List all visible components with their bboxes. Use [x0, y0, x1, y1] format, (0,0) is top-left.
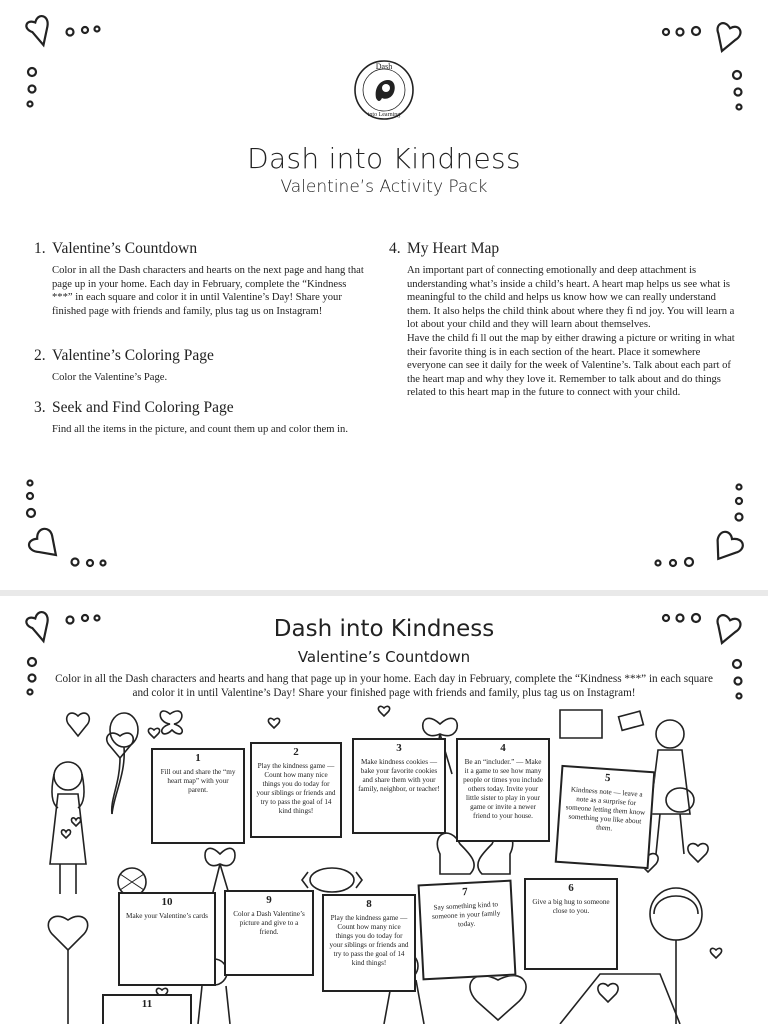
countdown-intro: Color in all the Dash characters and hearts and hang that page up in your home. Each day in February, complete the “Kindness ***” in each square and color it in until Valentine’s Day! Share your finished page with friends and family, plus tag us on Instagram! [55, 673, 713, 699]
circle-icon [736, 514, 743, 521]
heart-icon [148, 728, 159, 738]
circle-icon [737, 105, 742, 110]
card-number: 9 [266, 894, 272, 906]
card-number: 2 [293, 746, 299, 758]
circle-icon [737, 694, 742, 699]
section-body: Color the Valentine’s Page. [52, 372, 168, 383]
circle-icon [692, 27, 700, 35]
circle-icon [737, 485, 742, 490]
countdown-card-11 [102, 994, 192, 1024]
circle-icon [28, 481, 33, 486]
section-body: An important part of connecting emotionally and deep attachment is understanding what’s inside a child’s heart. A heart map helps us see what is meaningful to the child and helps us know how we can really understand them. It also helps the child think about where they fi nd joy. You will learn a lot about your child and they will learn about themselves. Have the child fi ll out the map by either drawing a picture or writing in what their favorite thing is in each section of the heart. Place it somewhere everyone can see it daily for the week of Valentine’s. Talk about each part of the heart map and why they love it. Remember to talk about and do things related to this heart map in the future to connect with your child. [407, 265, 735, 399]
card-text: Play the kindness game — Count how many nice things you do today for your siblings or friends and try to pass the goal of 14 kind things! [329, 914, 409, 967]
lollipop-icon [650, 888, 702, 1024]
card-number: 3 [396, 742, 402, 754]
heart-icon [709, 529, 746, 566]
heart-icon [710, 948, 721, 958]
card-text: Kindness note — leave a note as a surprise for someone letting them know something you like about them. [565, 785, 646, 833]
section-body: Find all the items in the picture, and count them up and color them in. [52, 424, 348, 435]
circle-icon [28, 68, 36, 76]
circle-icon [67, 29, 74, 36]
countdown-card-5 [555, 765, 656, 869]
house-icon [560, 974, 680, 1024]
countdown-card-6 [524, 878, 618, 970]
circle-icon [95, 27, 100, 32]
countdown-illustration [40, 704, 728, 1024]
heart-icon [712, 22, 742, 54]
card-number: 4 [500, 742, 506, 754]
section-title: Seek and Find Coloring Page [52, 399, 234, 416]
heart-icon [71, 818, 80, 826]
countdown-title: Dash into Kindness [273, 616, 495, 642]
countdown-subtitle: Valentine’s Countdown [297, 648, 471, 666]
circle-icon [656, 561, 661, 566]
lollipop-icon [48, 916, 87, 1024]
balloon-icon [110, 713, 138, 747]
card-text: Say something kind to someone in your family today. [431, 900, 501, 929]
card-number: 5 [604, 771, 611, 785]
page-title: Dash into Kindness [247, 142, 521, 175]
section-heading [34, 399, 368, 417]
circle-icon [101, 561, 106, 566]
heart-icon [268, 718, 279, 728]
circle-icon [27, 493, 33, 499]
section-heart-map [389, 240, 737, 400]
cake-icon [560, 710, 602, 738]
heart-icon [598, 984, 618, 1002]
dash-into-learning-logo [352, 58, 416, 122]
card-text: Play the kindness game — Count how many nice things you do today for your siblings or friends and try to pass the goal of 14 kind things! [256, 762, 336, 815]
heart-icon [25, 15, 55, 49]
section-body: Color in all the Dash characters and hearts on the next page and hang that page up in your home. Each day in February, complete the “Kindness ***” in each square and color it in until Valentine’s Day! Share your finished page with friends and family, plus tag us on Instagram! [52, 265, 364, 317]
section-heading [34, 347, 368, 365]
heart-icon [470, 976, 526, 1020]
card-number: 11 [141, 998, 153, 1010]
circle-icon [735, 678, 742, 685]
card-number: 7 [461, 885, 469, 899]
countdown-card-7 [418, 880, 517, 981]
circle-icon [87, 560, 93, 566]
countdown-card-1 [151, 748, 245, 844]
card-text: Give a big hug to someone close to you. [532, 898, 610, 915]
circle-icon [733, 71, 741, 79]
card-number: 10 [161, 896, 173, 908]
card-text: Be an “includer.” — Make it a game to see how many people or times you include others today. Invite your little sister to play in your game or invite a newer friend to your house. [463, 758, 543, 820]
section-number: 1. [34, 240, 46, 257]
section-coloring-page [34, 347, 368, 385]
heart-icon [61, 830, 70, 838]
card-text: Fill out and share the “my heart map” with your parent. [160, 768, 236, 794]
section-number: 2. [34, 347, 46, 364]
countdown-card-4 [456, 738, 550, 842]
girl-character [50, 762, 86, 894]
countdown-card-10 [118, 892, 216, 986]
page-subtitle: Valentine’s Activity Pack [280, 177, 488, 197]
circle-icon [670, 560, 676, 566]
circle-icon [82, 27, 88, 33]
circle-icon [29, 675, 36, 682]
heart-icon [25, 526, 63, 565]
circle-icon [663, 29, 669, 35]
countdown-card-2 [250, 742, 342, 838]
section-seek-and-find [34, 399, 368, 437]
heart-icon [688, 844, 708, 862]
circle-icon [736, 498, 742, 504]
card-text: Make kindness cookies — bake your favorite cookies and share them with your family, neighbor, or teacher! [358, 758, 440, 793]
section-valentines-countdown [34, 240, 368, 318]
card-text: Color a Dash Valentine’s picture and give to a friend. [233, 910, 305, 936]
countdown-card-9 [224, 890, 314, 976]
card-number: 1 [195, 752, 201, 764]
circle-icon [72, 559, 79, 566]
section-number: 4. [389, 240, 401, 257]
section-title: Valentine’s Countdown [52, 240, 198, 257]
countdown-card-8 [322, 894, 416, 992]
butterfly-icon [160, 711, 182, 734]
heart-icon [378, 706, 389, 716]
boy-character [650, 720, 694, 854]
card-number: 8 [366, 898, 372, 910]
logo-text-bottom: into Learning [367, 112, 401, 118]
circle-icon [29, 86, 36, 93]
heart-icon [67, 713, 90, 736]
countdown-card-3 [352, 738, 446, 834]
circle-icon [27, 509, 35, 517]
circle-icon [28, 102, 33, 107]
section-heading [34, 240, 368, 258]
envelope-icon [619, 711, 644, 730]
valentines-countdown-page [0, 596, 768, 1024]
circle-icon [677, 29, 684, 36]
section-number: 3. [34, 399, 46, 416]
section-title: Valentine’s Coloring Page [52, 347, 214, 364]
section-title: My Heart Map [407, 240, 500, 257]
candy-icon [310, 868, 354, 892]
circle-icon [685, 558, 693, 566]
circle-icon [28, 690, 33, 695]
section-heading [389, 240, 737, 258]
card-text: Make your Valentine’s cards [126, 912, 208, 920]
card-number: 6 [568, 882, 574, 894]
circle-icon [735, 89, 742, 96]
logo-text-top: Dash [375, 62, 393, 71]
